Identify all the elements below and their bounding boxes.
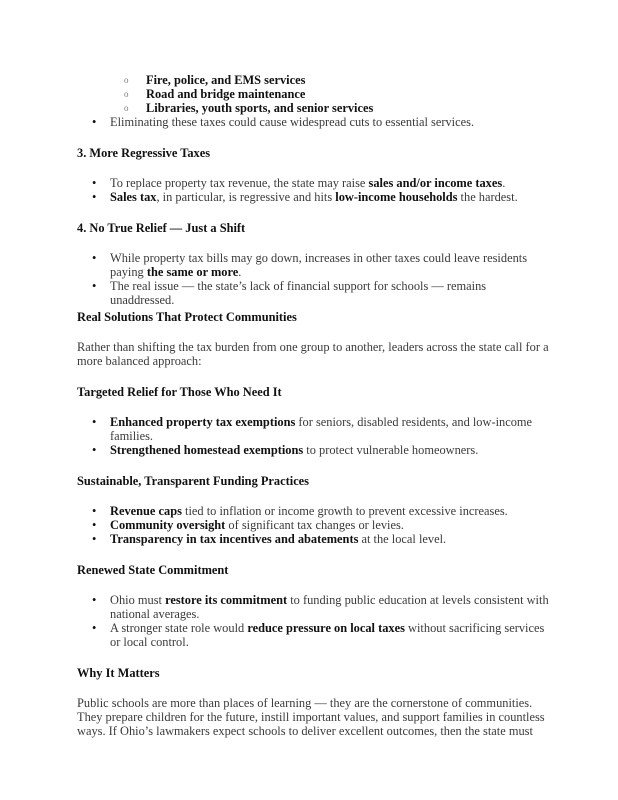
section-heading: Targeted Relief for Those Who Need It xyxy=(77,385,282,399)
text-run: To replace property tax revenue, the state may raise xyxy=(110,176,369,190)
circle-bullet-icon: o xyxy=(124,89,129,99)
sub-list-item-text: Libraries, youth sports, and senior services xyxy=(146,101,374,115)
text-run: for seniors, disabled residents, and low-income families. xyxy=(110,415,533,443)
bold-text: Strengthened homestead exemptions xyxy=(110,443,304,457)
bullet-icon: • xyxy=(92,443,97,457)
sub-list-item xyxy=(124,73,546,87)
bullet-icon: • xyxy=(92,504,97,518)
bullet-icon: • xyxy=(92,279,97,293)
circle-bullet-icon: o xyxy=(124,103,129,113)
text-run: The real issue — the state’s lack of financial support for schools — remains unaddressed. xyxy=(110,279,487,307)
bold-text: low-income households xyxy=(335,190,458,204)
bold-text: Sales tax xyxy=(110,190,157,204)
text-run: tied to inflation or income growth to prevent excessive increases. xyxy=(181,504,508,518)
text-run: . xyxy=(238,265,242,279)
text-run: at the local level. xyxy=(358,532,447,546)
text-run: , in particular, is regressive and hits xyxy=(156,190,336,204)
list-item xyxy=(92,415,550,443)
text-run: to protect vulnerable homeowners. xyxy=(303,443,479,457)
bullet-icon: • xyxy=(92,415,97,429)
text-run: to funding public education at levels consistent with national averages. xyxy=(110,593,549,621)
bullet-icon: • xyxy=(92,251,97,265)
list-item xyxy=(92,621,550,649)
paragraph xyxy=(77,340,552,368)
list-item xyxy=(92,504,550,518)
list-item xyxy=(92,251,550,279)
text-run: without sacrificing services or local control. xyxy=(110,621,545,649)
sub-list-item xyxy=(124,87,546,101)
text-run: While property tax bills may go down, increases in other taxes could leave residents paying xyxy=(110,251,528,279)
bold-text: the same or more xyxy=(146,265,239,279)
bold-text: Transparency in tax incentives and abatements xyxy=(110,532,359,546)
sub-list-item-text: Fire, police, and EMS services xyxy=(146,73,306,87)
text-run: of significant tax changes or levies. xyxy=(225,518,404,532)
text-run: Public schools are more than places of learning — they are the cornerstone of communities. They prepare children for the future, instill important values, and support families in countless ways. If Ohio’s lawmakers expect schools to deliver excellent outcomes, then the state must xyxy=(77,696,545,738)
bold-text: Revenue caps xyxy=(110,504,182,518)
section-heading: 3. More Regressive Taxes xyxy=(77,146,211,160)
bullet-icon: • xyxy=(92,115,97,129)
list-item xyxy=(92,279,550,307)
bold-text: Community oversight xyxy=(110,518,226,532)
list-item xyxy=(92,176,550,190)
bold-text: Enhanced property tax exemptions xyxy=(110,415,296,429)
list-item xyxy=(92,190,550,204)
sub-list-item-text: Road and bridge maintenance xyxy=(146,87,306,101)
circle-bullet-icon: o xyxy=(124,75,129,85)
section-heading: Why It Matters xyxy=(77,666,160,680)
bullet-icon: • xyxy=(92,518,97,532)
bullet-icon: • xyxy=(92,176,97,190)
text-run: A stronger state role would xyxy=(110,621,248,635)
paragraph xyxy=(77,696,552,738)
bullet-icon: • xyxy=(92,190,97,204)
bold-text: reduce pressure on local taxes xyxy=(247,621,405,635)
bullet-icon: • xyxy=(92,593,97,607)
bold-text: sales and/or income taxes xyxy=(368,176,503,190)
section-heading: 4. No True Relief — Just a Shift xyxy=(77,221,246,235)
text-run: Ohio must xyxy=(110,593,166,607)
bullet-icon: • xyxy=(92,621,97,635)
section-heading: Sustainable, Transparent Funding Practices xyxy=(77,474,310,488)
text-run: Rather than shifting the tax burden from one group to another, leaders across the state call for a more balanced approach: xyxy=(77,340,549,368)
bold-text: restore its commitment xyxy=(165,593,288,607)
bullet-icon: • xyxy=(92,532,97,546)
list-item xyxy=(92,518,550,532)
sub-list-item xyxy=(124,101,546,115)
section-heading: Renewed State Commitment xyxy=(77,563,229,577)
text-run: Eliminating these taxes could cause widespread cuts to essential services. xyxy=(110,115,475,129)
list-item xyxy=(92,443,550,457)
list-item xyxy=(92,593,550,621)
section-heading: Real Solutions That Protect Communities xyxy=(77,310,297,324)
list-item xyxy=(92,532,550,546)
text-run: the hardest. xyxy=(457,190,518,204)
text-run: . xyxy=(502,176,506,190)
list-item xyxy=(92,115,550,129)
